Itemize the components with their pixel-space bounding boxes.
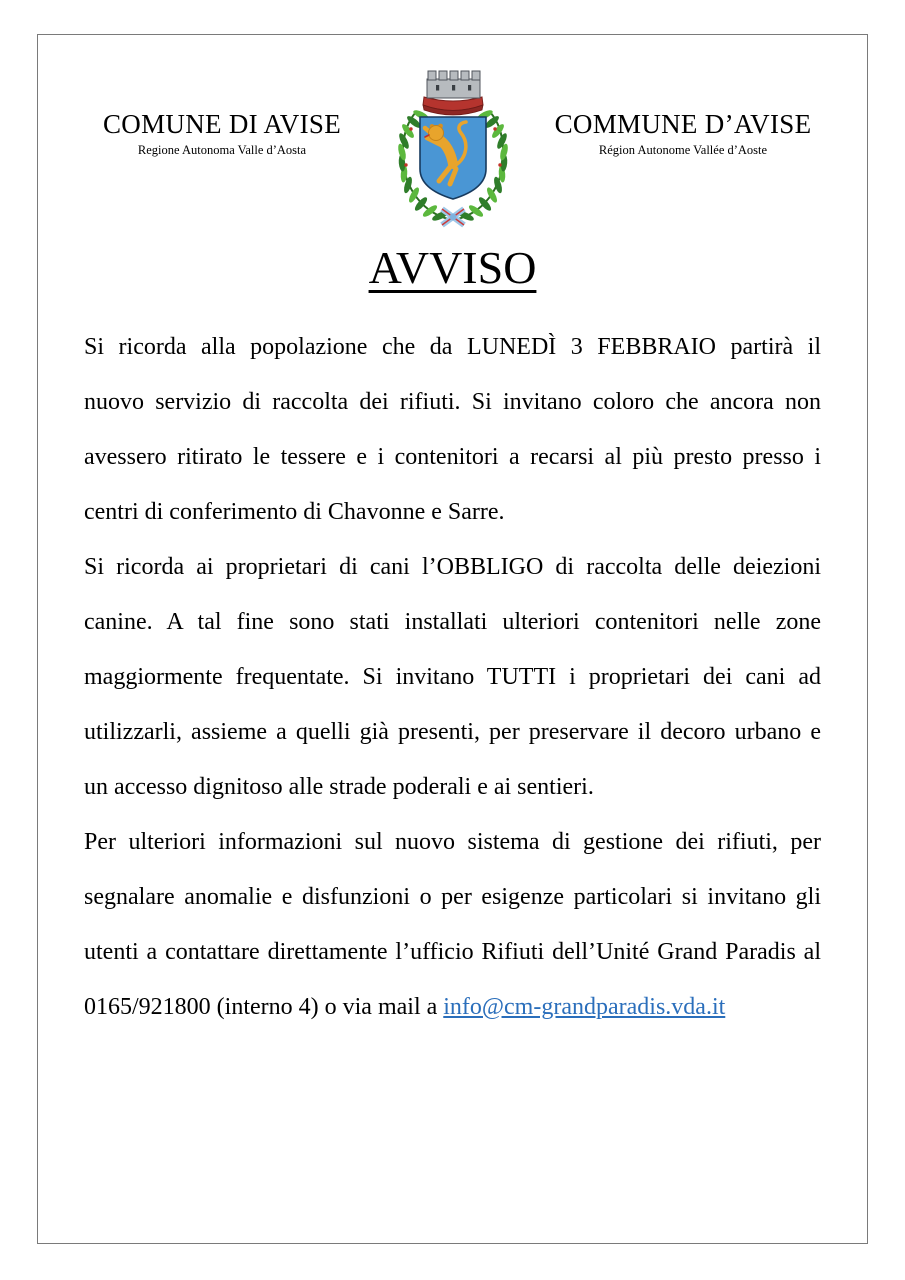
notice-line: maggiormente frequentate. Si invitano TUTTI i proprietari dei cani ad [84, 663, 821, 690]
region-name-fr: Région Autonome Vallée d’Aoste [598, 143, 768, 157]
notice-line: Si ricorda alla popolazione che da LUNEDÌ 3 FEBBRAIO partirà il [84, 333, 821, 360]
notice-line: segnalare anomalie e disfunzioni o per esigenze particolari si invitano gli [84, 883, 821, 910]
notice-line-contact [84, 980, 821, 1035]
letterhead-italian-block [62, 65, 382, 158]
notice-line: avessero ritirato le tessere e i contenitori a recarsi al più presto presso i [84, 443, 821, 470]
notice-line: nuovo servizio di raccolta dei rifiuti. Si invitano coloro che ancora non [84, 388, 821, 415]
notice-body [84, 320, 821, 1035]
notice-line: canine. A tal fine sono stati installati ulteriori contenitori nelle zone [84, 608, 821, 635]
page-border-frame [37, 34, 868, 1244]
notice-line: Per ulteriori informazioni sul nuovo sistema di gestione dei rifiuti, per [84, 828, 821, 855]
mural-crown-icon [423, 71, 483, 115]
letterhead-french-block [523, 65, 843, 158]
contact-phone-text: 0165/921800 (interno 4) o via mail a [84, 993, 444, 1020]
notice-line: Si ricorda ai proprietari di cani l’OBBLIGO di raccolta delle deiezioni [84, 553, 821, 580]
letterhead [62, 65, 843, 232]
municipality-name-it: COMUNE DI AVISE [102, 109, 342, 139]
notice-title [38, 242, 867, 294]
notice-line: utenti a contattare direttamente l’ufficio Rifiuti dell’Unité Grand Paradis al [84, 938, 821, 965]
ribbon-icon [442, 209, 464, 225]
email-link[interactable]: info@cm-grandparadis.vda.it [443, 993, 726, 1020]
notice-line: utilizzarli, assieme a quelli già presenti, per preservare il decoro urbano e [84, 718, 821, 745]
shield-icon [420, 117, 486, 199]
notice-line: centri di conferimento di Chavonne e Sarre. [84, 498, 505, 525]
coat-of-arms-icon [386, 65, 520, 232]
municipality-name-fr: COMMUNE D’AVISE [554, 109, 812, 139]
notice-line: un accesso dignitoso alle strade poderali e ai sentieri. [84, 773, 594, 800]
region-name-it: Regione Autonoma Valle d’Aosta [137, 143, 307, 157]
notice-title-text: AVVISO [368, 242, 537, 293]
